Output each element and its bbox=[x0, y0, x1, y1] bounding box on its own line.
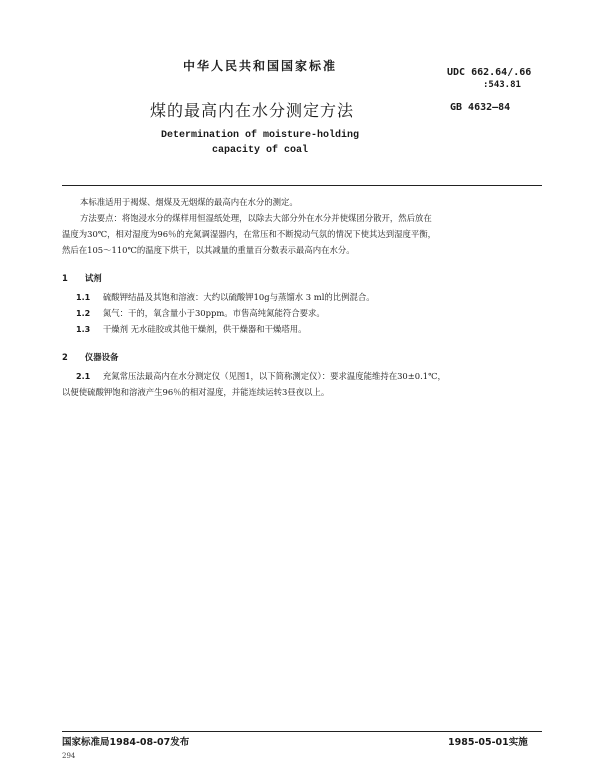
footer-divider bbox=[62, 731, 542, 732]
list-item bbox=[76, 289, 375, 306]
section-2-number: 2 bbox=[62, 352, 68, 362]
item-text: 氮气：干的，氧含量小于30ppm。市售高纯氮能符合要求。 bbox=[102, 308, 325, 318]
item-number: 1.1 bbox=[76, 293, 91, 302]
item-number: 1.3 bbox=[76, 325, 91, 334]
section-1-title: 试剂 bbox=[84, 273, 102, 283]
section-2-item-line2: 以便使硫酸钾饱和溶液产生96％的相对湿度，并能连续运转3昼夜以上。 bbox=[62, 387, 330, 397]
header-divider bbox=[62, 185, 542, 186]
implementation-date: 1985-05-01实施 bbox=[448, 737, 528, 748]
list-item bbox=[76, 305, 325, 322]
issue-date: 国家标准局1984-08-07发布 bbox=[62, 737, 190, 748]
section-2-item-line1 bbox=[76, 368, 446, 385]
item-number: 2.1 bbox=[76, 372, 91, 381]
list-item bbox=[76, 321, 307, 338]
section-2-title: 仪器设备 bbox=[84, 352, 119, 362]
section-2-heading bbox=[62, 345, 118, 364]
document-title-cn: 煤的最高内在水分测定方法 bbox=[150, 101, 355, 120]
national-standard-heading: 中华人民共和国国家标准 bbox=[182, 59, 337, 73]
document-title-en-line1: Determination of moisture-holding bbox=[160, 130, 360, 141]
document-title-en-line2: capacity of coal bbox=[211, 145, 308, 156]
item-text: 充氮常压法最高内在水分测定仪（见图1，以下简称测定仪）：要求温度能维持在30±0.1℃， bbox=[102, 371, 446, 381]
intro-scope-paragraph: 本标准适用于褐煤、烟煤及无烟煤的最高内在水分的测定。 bbox=[80, 197, 298, 207]
gb-standard-number: GB 4632—84 bbox=[450, 102, 511, 113]
item-text: 干燥剂 无水硅胶或其他干燥剂，供干燥器和干燥塔用。 bbox=[102, 324, 307, 334]
section-1-heading bbox=[62, 266, 102, 285]
udc-code: UDC 662.64/.66 bbox=[447, 67, 532, 78]
page-number: 294 bbox=[62, 752, 76, 760]
intro-method-line3: 然后在105～110℃的温度下烘干，以其减量的重量百分数表示最高内在水分。 bbox=[62, 245, 355, 255]
section-1-number: 1 bbox=[62, 273, 68, 283]
item-number: 1.2 bbox=[76, 309, 91, 318]
intro-method-line1: 方法要点：将饱浸水分的煤样用恒湿纸处理，以除去大部分外在水分并使煤团分散开，然后放在 bbox=[80, 213, 432, 223]
item-text: 硫酸钾结晶及其饱和溶液：大约以硫酸钾10g与蒸馏水 3 ml的比例混合。 bbox=[102, 292, 375, 302]
udc-code-continuation: :543.81 bbox=[483, 80, 521, 90]
intro-method-line2: 温度为30℃，相对湿度为96％的充氮调湿器内，在常压和不断搅动气氛的情况下使其达到湿度平衡， bbox=[62, 229, 437, 239]
